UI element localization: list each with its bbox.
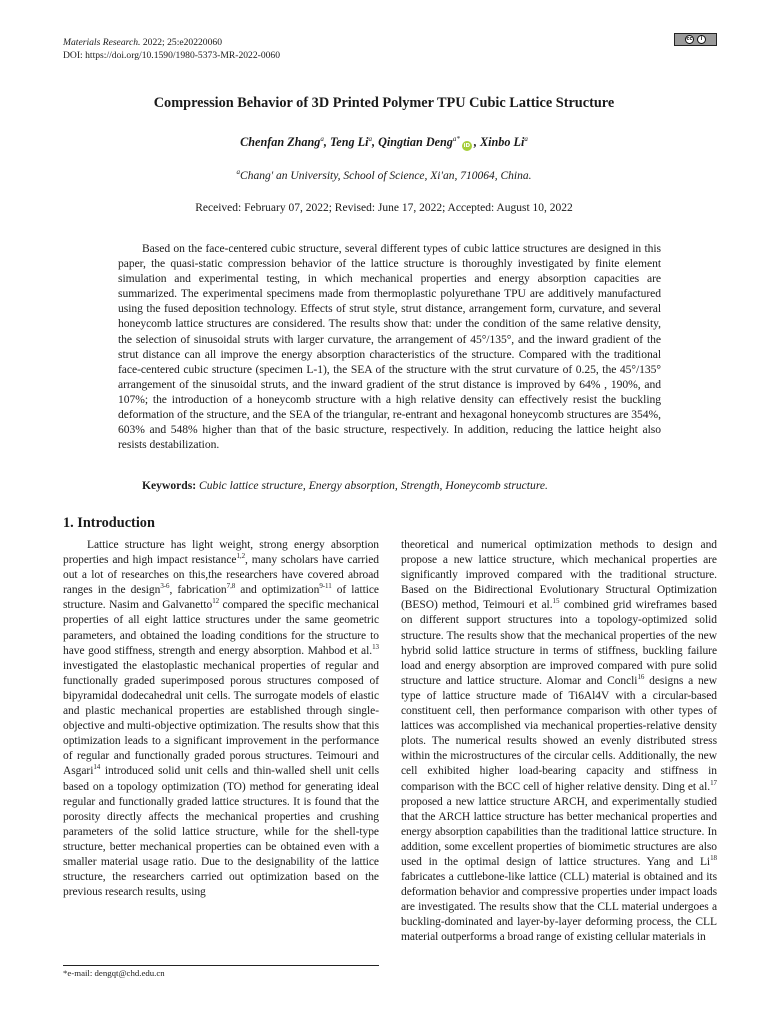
author-affiliation-mark: a xyxy=(368,135,372,143)
intro-column-right xyxy=(401,538,717,946)
body-text: introduced solid unit cells and thin-walled shell unit cells based on a topology optimization (TO) method for generating ideal regular and functionally graded lattice structures. It is found that the porosity directly affects the mechanical properties and crushing parameters of the solid lattice structure, while for the shell-type structure, better mechanical properties can be obtained even with a smaller material usage ratio. Due to the designability of the lattice structure, the researchers carried out optimization based on the previous research results, using xyxy=(63,765,379,899)
citation-ref[interactable]: 12 xyxy=(212,597,220,606)
citation-line xyxy=(63,36,280,49)
section-heading: 1. Introduction xyxy=(63,515,155,531)
footnote-email[interactable]: *e-mail: dengqt@chd.edu.cn xyxy=(63,968,165,978)
journal-name: Materials Research. xyxy=(63,37,141,48)
body-text: designs a new type of lattice structure made of Ti6Al4V with a circular-based constituent cell, then performance comparison with other types of lattices was accomplished via mechanical properties-relative density plots. The numerical results showed an evenly distributed stress within the microstructures of the circular cells. Additionally, the new cell exhibited higher load-bearing capacity and stiffness in comparison with the BCC cell of higher relative density. Ding et al. xyxy=(401,674,717,793)
body-text: Lattice structure has light weight, strong energy absorption properties and high impact resistance xyxy=(63,539,379,567)
author-name: Chenfan Zhang xyxy=(240,135,321,150)
affiliation-text: Chang' an University, School of Science, Xi'an, 710064, China. xyxy=(240,169,532,182)
running-header xyxy=(63,36,280,62)
author-affiliation-mark: a xyxy=(524,135,528,143)
paper-title: Compression Behavior of 3D Printed Polymer TPU Cubic Lattice Structure xyxy=(153,95,615,111)
orcid-icon[interactable]: iD xyxy=(463,143,471,150)
keywords xyxy=(142,479,548,492)
author-name: Teng Li xyxy=(329,135,369,150)
body-text: , many scholars have carried out a lot of researches on this,the researchers have covered abroad ranges in the design xyxy=(63,554,379,597)
body-text: proposed a new lattice structure ARCH, and experimentally studied that the ARCH lattice structure has better mechanical properties and energy absorption capabilities than the traditional lattice structure. In addition, some excellent properties of biomimetic structures are also used in the optimal design of lattice structures. Yang and Li xyxy=(401,795,717,868)
body-text: compared the specific mechanical properties of all eight lattice structures under the same geometric parameters, and obtained the loading conditions for the structure to have good stiffness, strength and energy absorption. Mahbod et al. xyxy=(63,599,379,657)
cc-icon: cc xyxy=(686,36,693,42)
author-list: Chenfan Zhang$^a$, Teng Li$^a$, Qingtian Deng$^{a*}$iD , Xinbo Li$^a$ xyxy=(240,135,528,150)
citation-ref[interactable]: 18 xyxy=(710,854,717,863)
keywords-text: Cubic lattice structure, Energy absorption, Strength, Honeycomb structure. xyxy=(196,479,548,492)
affiliation xyxy=(0,168,768,182)
body-text: investigated the elastoplastic mechanical properties of regular and functionally graded superimposed porous structures composed of bipyramidal dodecahedral unit cells. The surrogate models of elastic and plastic mechanical properties are established through single-objective and multi-objective optimization. The results show that this optimization leads to a significant improvement in the performance of regular and functionally graded porous structures. Teimouri and Asgari xyxy=(63,659,379,778)
author-name: Qingtian Deng xyxy=(378,135,453,150)
citation-ref[interactable]: 13 xyxy=(372,642,379,651)
abstract: Based on the face-centered cubic structure, several different types of cubic lattice structures are designed in this paper, the quasi-static compression behavior of the lattice structure is thoroughly investigated by finite element simulation and experimental testing, in which mechanical properties and energy absorption capacities are summarized. The experimental specimens made from thermoplastic polyurethane TPU are additively manufactured using the fused deposition technology. Effects of strut style, strut distance, arrangement form, curvature, and several honeycomb lattice structures are considered. The results show that: under the condition of the same relative density, the selection of sinusoidal struts with larger curvature, the arrangement of 45°/135°, and the inward gradient of the strut distance can all improve the energy absorption characteristics of the structure. Compared with the traditional face-centered cubic structure (specimen L-1), the SEA of the structure with the strut curvature of 0.25, the 45°/135° arrangement of the sinusoidal struts, and the inward gradient of the strut distance is improved by 64% , 190%, and 107%; the introduction of a honeycomb structure with a high relative density can effectively resist the buckling deformation of the structure, and the SEA of the triangular, re-entrant and hexagonal honeycomb structures are 354%, 603% and 548% higher than that of the basic structure, respectively. In addition, reducing the lattice height also resists destabilization. xyxy=(118,242,661,452)
intro-column-left xyxy=(63,538,379,900)
body-text: combined grid wireframes based on different support structures into a topology-optimized solid structure. The results show that the mechanical properties of the new hybrid solid lattice structure in terms of stiffness, buckling failure load and energy absorption are improved compared with pure solid structure and lattice structure. Alomar and Concli xyxy=(401,599,718,687)
citation-ref[interactable]: 9-11 xyxy=(319,582,332,591)
body-text: and optimization xyxy=(235,584,320,597)
author-name: Xinbo Li xyxy=(480,135,525,150)
affiliation-mark: a xyxy=(236,168,241,176)
citation-ref[interactable]: 7,8 xyxy=(226,582,236,591)
body-text: of lattice structure. Nasim and Galvanetto xyxy=(63,584,379,612)
citation-ref[interactable]: 15 xyxy=(552,597,560,606)
publication-dates: Received: February 07, 2022; Revised: June 17, 2022; Accepted: August 10, 2022 xyxy=(195,202,573,214)
doi-line[interactable]: DOI: https://doi.org/10.1590/1980-5373-MR-2022-0060 xyxy=(63,50,281,61)
citation-ref[interactable]: 1,2 xyxy=(236,552,246,561)
citation-ref[interactable]: 17 xyxy=(710,778,717,787)
citation-ref[interactable]: 3-6 xyxy=(160,582,170,591)
citation: 2022; 25:e20220060 xyxy=(140,37,222,48)
author-affiliation-mark: a* xyxy=(452,135,460,143)
keywords-label: Keywords: xyxy=(142,479,197,492)
citation-ref[interactable]: 14 xyxy=(93,763,101,772)
footnote-divider xyxy=(63,965,379,966)
by-person-icon: i xyxy=(697,35,706,44)
body-text: theoretical and numerical optimization methods to design and propose a new lattice structure, which mechanical properties are significantly improved compared with the traditional structure. Based on the Bidirectional Evolutionary Structural Optimization (BESO) method, Teimouri et al. xyxy=(401,539,717,612)
creative-commons-by-icon[interactable] xyxy=(674,33,717,46)
body-text: fabricates a cuttlebone-like lattice (CLL) material is obtained and its deformation behavior and compressive properties under impact loads are investigated. The results show that the CLL material undergoes a buckling-dominated and layer-by-layer deforming process, the CLL material outperforms a broad range of existing cellular materials in xyxy=(401,871,717,944)
author-affiliation-mark: a xyxy=(320,135,324,143)
body-text: , fabrication xyxy=(169,584,227,597)
citation-ref[interactable]: 16 xyxy=(637,673,645,682)
